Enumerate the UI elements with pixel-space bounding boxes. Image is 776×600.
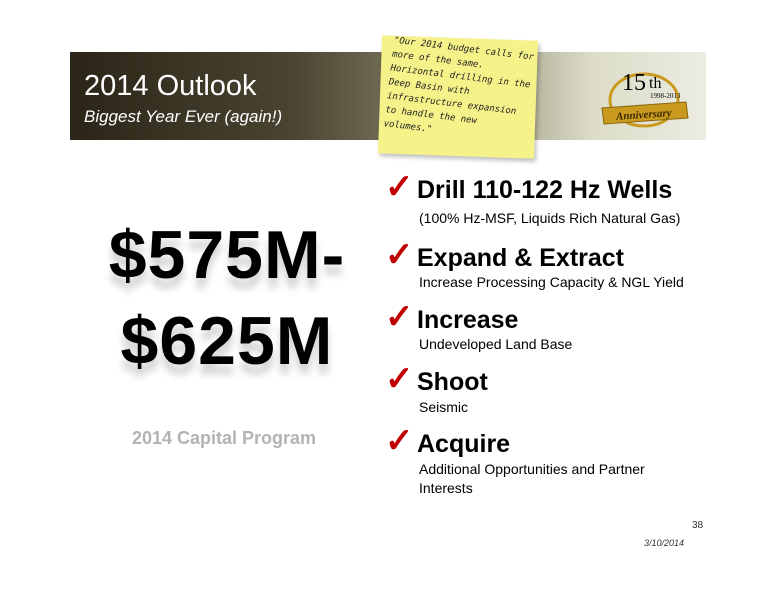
bullet-detail-expand: Increase Processing Capacity & NGL Yield <box>419 274 684 290</box>
checkmark-icon: ✓ <box>385 422 414 460</box>
bullet-heading-shoot: Shoot <box>417 368 488 396</box>
bullet-detail-increase: Undeveloped Land Base <box>419 336 573 352</box>
bullet-detail-acquire: Additional Opportunities and Partner Interests <box>419 461 645 496</box>
checkmark-icon: ✓ <box>385 360 414 398</box>
slide-subtitle: Biggest Year Ever (again!) <box>84 107 283 126</box>
sticky-note <box>378 35 538 158</box>
checkmark-icon: ✓ <box>385 236 414 274</box>
bullet-heading-increase: Increase <box>417 306 519 334</box>
slide-date: 3/10/2014 <box>644 538 685 548</box>
sticky-note-text: "Our 2014 budget calls for more of the same. Horizontal drilling in the Deep Basin with infrastructure expansion to handle the new volumes." <box>383 35 535 135</box>
checkmark-icon: ✓ <box>385 298 414 336</box>
badge-number: 15 <box>622 70 646 96</box>
bullet-heading-acquire: Acquire <box>417 430 511 458</box>
bullet-heading-expand: Expand & Extract <box>417 244 625 272</box>
page-number: 38 <box>692 520 704 531</box>
capital-amount-low: $575M- <box>108 217 346 293</box>
badge-suffix: th <box>649 75 662 92</box>
badge-ribbon-text: Anniversary <box>615 107 672 123</box>
capital-program-label: 2014 Capital Program <box>131 428 317 448</box>
anniversary-badge <box>596 60 694 132</box>
bullet-detail-drill: (100% Hz-MSF, Liquids Rich Natural Gas) <box>419 210 681 226</box>
bullet-detail-shoot: Seismic <box>419 399 469 415</box>
capital-amount-high: $625M <box>120 303 334 379</box>
badge-years: 1998-2013 <box>650 92 681 100</box>
checkmark-icon: ✓ <box>385 168 414 206</box>
bullet-heading-drill: Drill 110-122 Hz Wells <box>417 176 673 204</box>
slide-title: 2014 Outlook <box>84 70 257 102</box>
